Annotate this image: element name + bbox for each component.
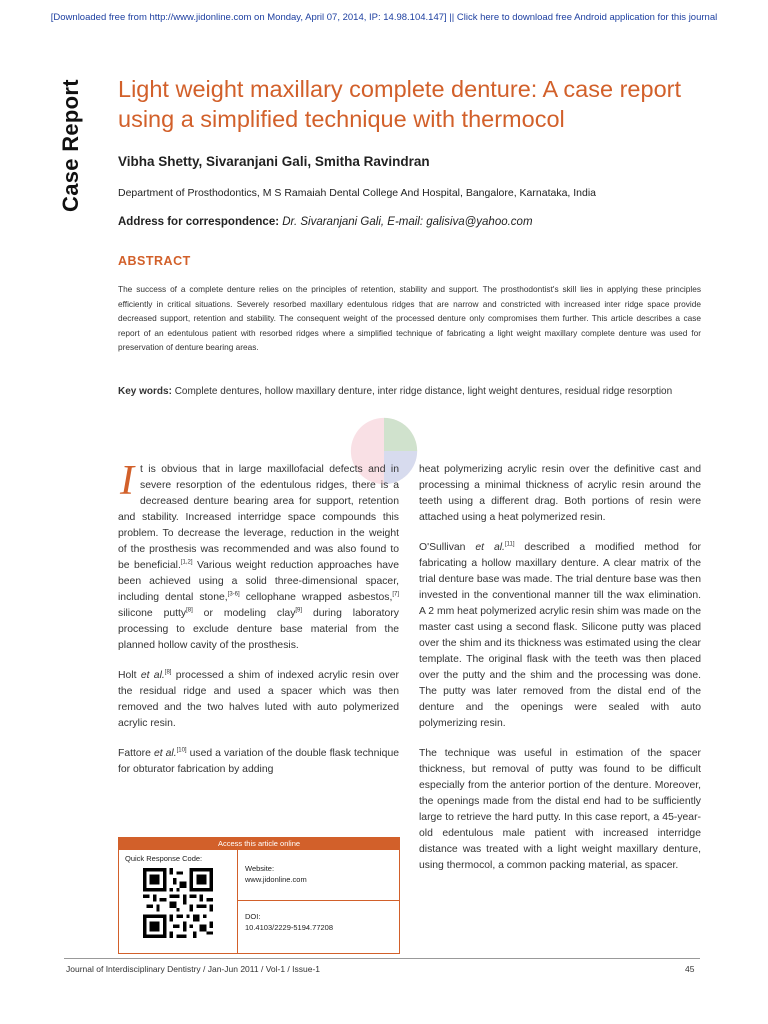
citation[interactable]: [11] <box>504 541 515 548</box>
correspondence <box>118 216 533 228</box>
citation[interactable]: [1,2] <box>180 559 193 566</box>
article-title: Light weight maxillary complete denture: A case report using a simplified technique with thermocol <box>118 76 681 132</box>
body-paragraph: It is obvious that in large maxillofacial defects and in severe resorption of the edentulous ridges, there is a decreased denture bearing area for support, retention and stability. Increased interridge space compounds this problem. To decrease the leverage, reduction in the weight of the prosthesis was recommended and was also found to be beneficial.[1,2] Various weight reduction approaches have been achieved using a solid three-dimensional spacer, including dental stone,[3-6] cellophane wrapped asbestos,[7] silicone putty[8] or modeling clay[9] during laboratory processing to exclude denture base material from the planned hollow cavity of the prosthesis. <box>118 458 400 651</box>
footer-divider <box>64 958 700 959</box>
access-box-heading: Access this article online <box>119 838 399 850</box>
access-box-divider <box>237 900 400 901</box>
body-paragraph: Fattore et al.[10] used a variation of the double flask technique for obturator fabrication by adding <box>118 747 400 775</box>
citation[interactable]: [9] <box>295 607 303 614</box>
body-paragraph: The technique was useful in estimation of the spacer thickness, but removal of putty was found to be difficult especially from the anterior portion of the denture. Moreover, the openings made from the distal end had to be sufficiently large to retrieve the hard putty. In this case report, a 45-year-old edentulous male patient with increased interridge distance was treated with a light weight maxillary denture, using thermocol, a common packing material, as spacer. <box>419 748 701 871</box>
drop-cap: I <box>120 458 134 504</box>
qr-code-icon[interactable] <box>143 868 213 938</box>
body-paragraph: Holt et al.[8] processed a shim of indexed acrylic resin over the residual ridge and used a spacer which was then removed and the two halves luted with auto polymerized acrylic resin. <box>118 669 399 729</box>
body-paragraph: O'Sullivan et al.[11] described a modified method for fabricating a hollow maxillary denture. A clear matrix of the trial denture base was made. The trial denture base was then invested in the conventional manner till the wax elimination. A 2 mm heat polymerized acrylic resin shim was made on the master cast using a second flask. Silicone putty was placed over the shim and its thickness was estimated using the clear template. The original flask with the teeth was then placed over the putty and the shim and the processing was done. The putty was later removed from the distal end of the denture and the openings were sealed with auto polymerizing resin. <box>419 541 701 729</box>
access-box-divider <box>237 850 238 954</box>
section-label: Case Report <box>58 79 83 212</box>
body-column-left <box>118 458 400 792</box>
citation[interactable]: [10] <box>176 747 187 754</box>
abstract-heading: ABSTRACT <box>118 254 191 268</box>
keywords-text: Complete dentures, hollow maxillary denture, inter ridge distance, light weight dentures, residual ridge resorption <box>174 386 673 397</box>
abstract-text: The success of a complete denture relies on the principles of retention, stability and support. The prosthodontist's skill lies in applying these principles efficiently in critical situations. Severely resorbed maxillary edentulous ridges that are narrow and constricted with increased inter ridge space provide decreased support, retention and stability. The consequent weight of the processed denture only compromises them further. This article describes a case report of an edentulous patient with resorbed ridges where a simplified technique of fabricating a light weight maxillary complete denture was used for preservation of denture bearing areas. <box>118 284 701 352</box>
body-column-right <box>419 462 701 888</box>
keywords-label: Key words: <box>118 386 172 397</box>
website-link[interactable]: www.jidonline.com <box>245 875 307 884</box>
page-number: 45 <box>685 964 695 974</box>
qr-code-label: Quick Response Code: <box>125 854 203 863</box>
download-banner[interactable]: [Downloaded free from http://www.jidonline.com on Monday, April 07, 2014, IP: 14.98.104.147] || Click here to download free Android application for this journal <box>50 12 718 23</box>
footer-journal: Journal of Interdisciplinary Dentistry / Jan-Jun 2011 / Vol-1 / Issue-1 <box>66 964 321 974</box>
citation[interactable]: [8] <box>164 669 172 676</box>
citation[interactable]: [7] <box>392 591 400 598</box>
doi-link[interactable]: 10.4103/2229-5194.77208 <box>245 923 334 932</box>
website-label: Website: <box>245 864 275 873</box>
keywords <box>118 385 703 399</box>
author-list: Vibha Shetty, Sivaranjani Gali, Smitha Ravindran <box>118 154 430 169</box>
body-paragraph: heat polymerizing acrylic resin over the definitive cast and processing a minimal thickness of acrylic resin around the teeth using a different drag. Both portions of resin were attached using a heat polymerized resin. <box>419 464 701 523</box>
correspondence-value: Dr. Sivaranjani Gali, E-mail: galisiva@yahoo.com <box>282 216 533 228</box>
affiliation: Department of Prosthodontics, M S Ramaiah Dental College And Hospital, Bangalore, Karnataka, India <box>118 187 597 199</box>
access-article-box <box>118 837 400 954</box>
citation[interactable]: [8] <box>186 607 193 614</box>
correspondence-label: Address for correspondence: <box>118 216 280 228</box>
citation[interactable]: [3-6] <box>227 591 240 598</box>
doi-label: DOI: <box>245 912 261 921</box>
